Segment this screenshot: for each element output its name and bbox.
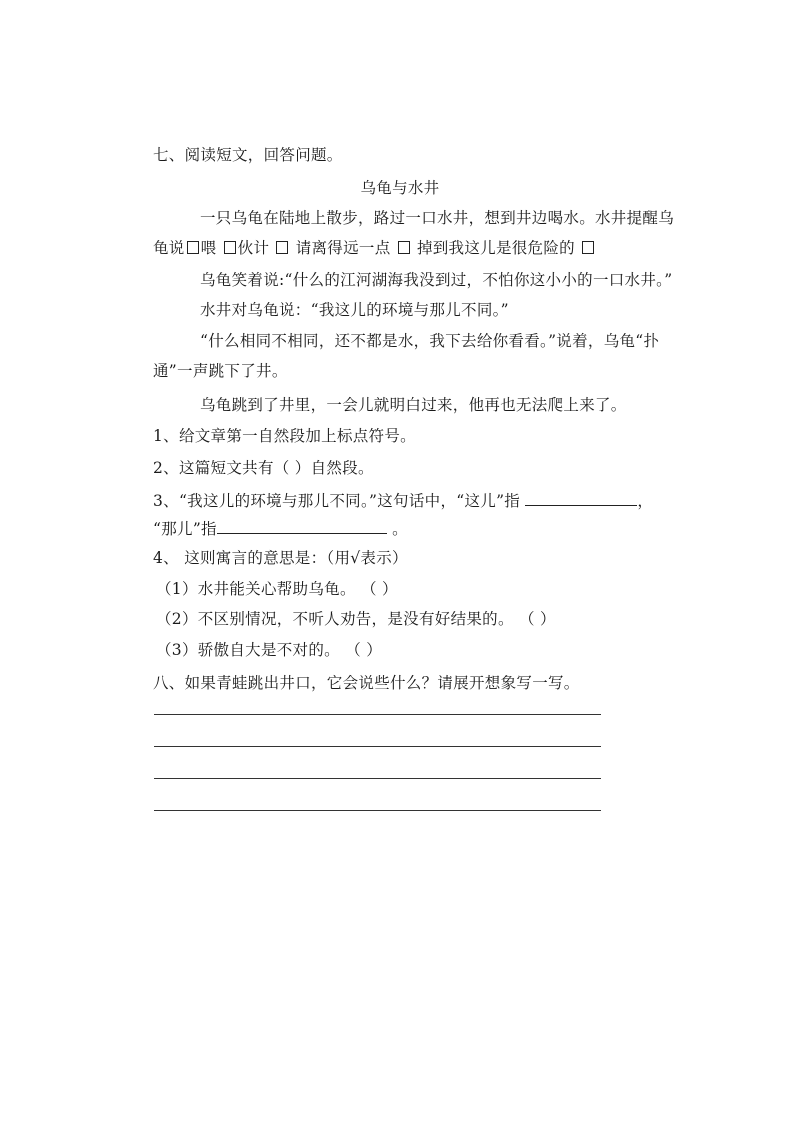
question-3-line-1	[153, 489, 653, 511]
paragraph-4-line-2: 通”一声跳下了井。	[153, 362, 288, 380]
paragraph-1-line-1: 一只乌龟在陆地上散步，路过一口水井，想到井边喝水。水井提醒乌	[200, 209, 675, 227]
writing-line[interactable]	[154, 746, 601, 747]
paragraph-1-line-2	[153, 238, 596, 258]
answer-blank-zheer[interactable]	[525, 489, 637, 506]
question-3-line-2	[153, 517, 408, 539]
writing-line[interactable]	[154, 810, 601, 811]
question-2: 2、这篇短文共有（ ）自然段。	[153, 459, 374, 477]
question-3-text: “那儿”指	[153, 520, 217, 538]
paragraph-4-line-1: “什么相同不相同，还不都是水，我下去给你看看。”说着，乌龟“扑	[200, 332, 660, 350]
question-4: 4、 这则寓言的意思是：（用√表示）	[153, 549, 408, 567]
punctuation-box-2[interactable]	[224, 241, 236, 254]
story-title: 乌龟与水井	[360, 179, 440, 197]
answer-blank-naer[interactable]	[217, 517, 387, 534]
question-3-text: 3、“我这儿的环境与那儿不同。”这句话中，“这儿”指	[153, 492, 526, 510]
punctuation-box-1[interactable]	[187, 241, 199, 254]
paragraph-1-text: 龟说	[153, 239, 185, 257]
writing-line[interactable]	[154, 778, 601, 779]
section-8-heading: 八、如果青蛙跳出井口，它会说些什么？请展开想象写一写。	[153, 674, 580, 692]
question-4-option-1: （1）水井能关心帮助乌龟。 （ ）	[156, 580, 398, 598]
paragraph-1-text: 伙计	[237, 239, 275, 257]
paragraph-1-text: 掉到我这儿是很危险的	[411, 239, 581, 257]
punctuation-box-3[interactable]	[276, 241, 288, 254]
paragraph-3: 水井对乌龟说：“我这儿的环境与那儿不同。”	[200, 301, 509, 319]
paragraph-1-text: 喂	[200, 239, 222, 257]
paragraph-2: 乌龟笑着说:“什么的江河湖海我没到过，不怕你这小小的一口水井。”	[200, 271, 673, 289]
question-4-option-3: （3）骄傲自大是不对的。 （ ）	[156, 641, 383, 659]
writing-line[interactable]	[154, 714, 601, 715]
punctuation-box-5[interactable]	[582, 241, 594, 254]
question-3-comma: ，	[637, 492, 654, 510]
question-1: 1、给文章第一自然段加上标点符号。	[153, 427, 416, 445]
punctuation-box-4[interactable]	[398, 241, 410, 254]
question-3-period: 。	[386, 520, 408, 538]
question-4-option-2: （2）不区别情况，不听人劝告，是没有好结果的。 （ ）	[156, 610, 556, 628]
paragraph-5: 乌龟跳到了井里，一会儿就明白过来，他再也无法爬上来了。	[200, 396, 627, 414]
section-7-heading: 七、阅读短文，回答问题。	[153, 146, 343, 164]
paragraph-1-text: 请离得远一点	[290, 239, 396, 257]
